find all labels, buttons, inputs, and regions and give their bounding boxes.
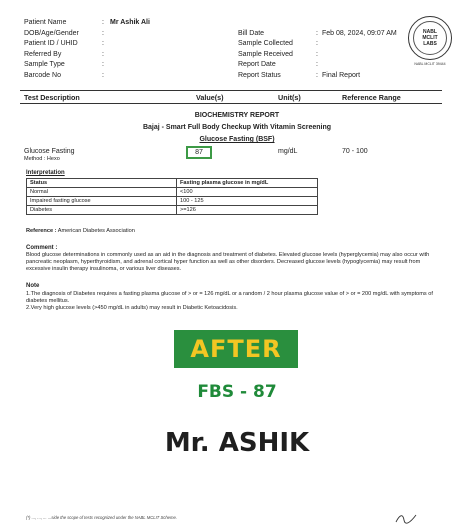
info-separator: :	[102, 71, 104, 79]
note-text	[26, 291, 446, 313]
report-status: Final Report	[322, 71, 361, 79]
fbs-result: FBS - 87	[197, 382, 277, 402]
patient-name: Mr Ashik Ali	[110, 19, 150, 26]
info-label: Patient Name	[24, 19, 67, 26]
info-separator: :	[102, 29, 104, 37]
info-label: DOB/Age/Gender	[24, 29, 79, 37]
header-range: Reference Range	[342, 92, 401, 102]
info-row	[24, 29, 404, 40]
after-banner	[174, 330, 298, 368]
info-row	[24, 18, 404, 29]
signature-icon	[394, 512, 418, 524]
table-row	[27, 188, 318, 197]
nabl-caption: NABL MCLIT 39444	[414, 62, 446, 66]
info-value	[322, 60, 404, 71]
table-row	[27, 197, 318, 206]
info-label: Sample Received	[238, 50, 293, 58]
test-name: Glucose Fasting	[24, 148, 75, 155]
seal-line: MCLIT	[422, 35, 438, 41]
info-value	[110, 39, 238, 50]
nabl-seal	[408, 16, 452, 60]
test-group-title: Glucose Fasting (BSF)	[199, 136, 275, 143]
info-label: Referred By	[24, 50, 62, 58]
table-cell: Diabetes	[27, 206, 177, 215]
table-cell: Impaired fasting glucose	[27, 197, 177, 206]
info-row	[24, 60, 404, 71]
info-value	[322, 18, 404, 29]
info-separator: :	[102, 61, 104, 69]
note-line: 1.The diagnosis of Diabetes requires a fasting plasma glucose of > or = 126 mg/dL or a random / 2 hour plasma glucose value of > or = 200 mg/dL with symptoms of diabetes mellitus.	[26, 291, 433, 305]
info-separator: :	[316, 61, 318, 69]
package-title: Bajaj - Smart Full Body Checkup With Vitamin Screening	[142, 124, 332, 131]
info-separator: :	[316, 29, 318, 37]
info-row	[24, 71, 404, 82]
info-separator: :	[102, 40, 104, 48]
info-separator: :	[316, 71, 318, 79]
comment-label: Comment :	[26, 245, 58, 251]
table-header-row	[27, 179, 318, 188]
test-method: Method : Hexo	[24, 156, 60, 162]
patient-name-large: Mr. ASHIK	[164, 428, 310, 458]
header-description: Test Description	[24, 92, 80, 102]
results-table-header	[20, 90, 442, 104]
info-separator: :	[316, 40, 318, 48]
info-label: Sample Type	[24, 61, 65, 69]
info-value	[322, 50, 404, 61]
seal-line: NABL	[423, 29, 437, 35]
test-value: 87	[195, 149, 203, 156]
info-separator: :	[102, 19, 104, 26]
footer-note: (*) ..., ..., ... ...side the scope of tests recognized under the NABL MCLIT Scheme.	[26, 515, 177, 520]
info-label: Barcode No	[24, 71, 61, 79]
after-label: AFTER	[190, 335, 282, 363]
info-row	[24, 39, 404, 50]
interpretation-label: Interpretation	[26, 170, 65, 176]
info-value	[322, 39, 404, 50]
info-separator: :	[102, 50, 104, 58]
comment-text: Blood glucose determinations in commonly used as an aid in the diagnosis and treatment of diabetes. Elevated glucose levels (hyperglycemia) may also occur with pancreatic neoplasm, hyperthyroidism, and adrenal cortical hyper function as well as other disorders. Decreased glucose levels (hypoglycemia) may result from excessive insulin therapy insulinoma, or various liver diseases.	[26, 252, 430, 273]
test-value-highlight	[186, 146, 212, 159]
table-row	[27, 206, 318, 215]
header-value: Value(s)	[196, 92, 224, 102]
info-label: Report Status	[238, 71, 281, 79]
reference-value: American Diabetes Association	[57, 228, 135, 234]
table-cell: >=126	[177, 206, 318, 215]
test-range: 70 - 100	[342, 148, 368, 155]
test-row	[20, 147, 442, 163]
table-cell: 100 - 125	[177, 197, 318, 206]
reference-label: Reference :	[26, 228, 57, 234]
patient-info	[24, 18, 404, 82]
info-label: Bill Date	[238, 29, 265, 37]
section-title: BIOCHEMISTRY REPORT	[194, 112, 280, 119]
reference-line	[26, 228, 135, 234]
info-row	[24, 50, 404, 61]
header-unit: Unit(s)	[278, 92, 301, 102]
table-cell: Normal	[27, 188, 177, 197]
info-label: Report Date	[238, 61, 276, 69]
info-value	[110, 71, 238, 82]
interpretation-table	[26, 178, 318, 215]
info-value	[110, 29, 238, 40]
info-value	[110, 50, 238, 61]
test-unit: mg/dL	[278, 148, 298, 155]
note-label: Note	[26, 283, 40, 289]
info-label: Sample Collected	[238, 40, 293, 48]
nabl-seal-inner	[413, 21, 447, 55]
info-separator: :	[316, 50, 318, 58]
table-cell: <100	[177, 188, 318, 197]
table-header-cell: Fasting plasma glucose in mg/dL	[177, 179, 318, 188]
table-header-cell: Status	[27, 179, 177, 188]
note-line: 2.Very high glucose levels (>450 mg/dL in adults) may result in Diabetic Ketoacidosis.	[26, 305, 238, 312]
info-label	[238, 18, 316, 29]
bill-date: Feb 08, 2024, 09:07 AM	[322, 29, 397, 37]
info-label: Patient ID / UHID	[24, 40, 78, 48]
info-value	[110, 60, 238, 71]
seal-line: LABS	[423, 41, 437, 47]
